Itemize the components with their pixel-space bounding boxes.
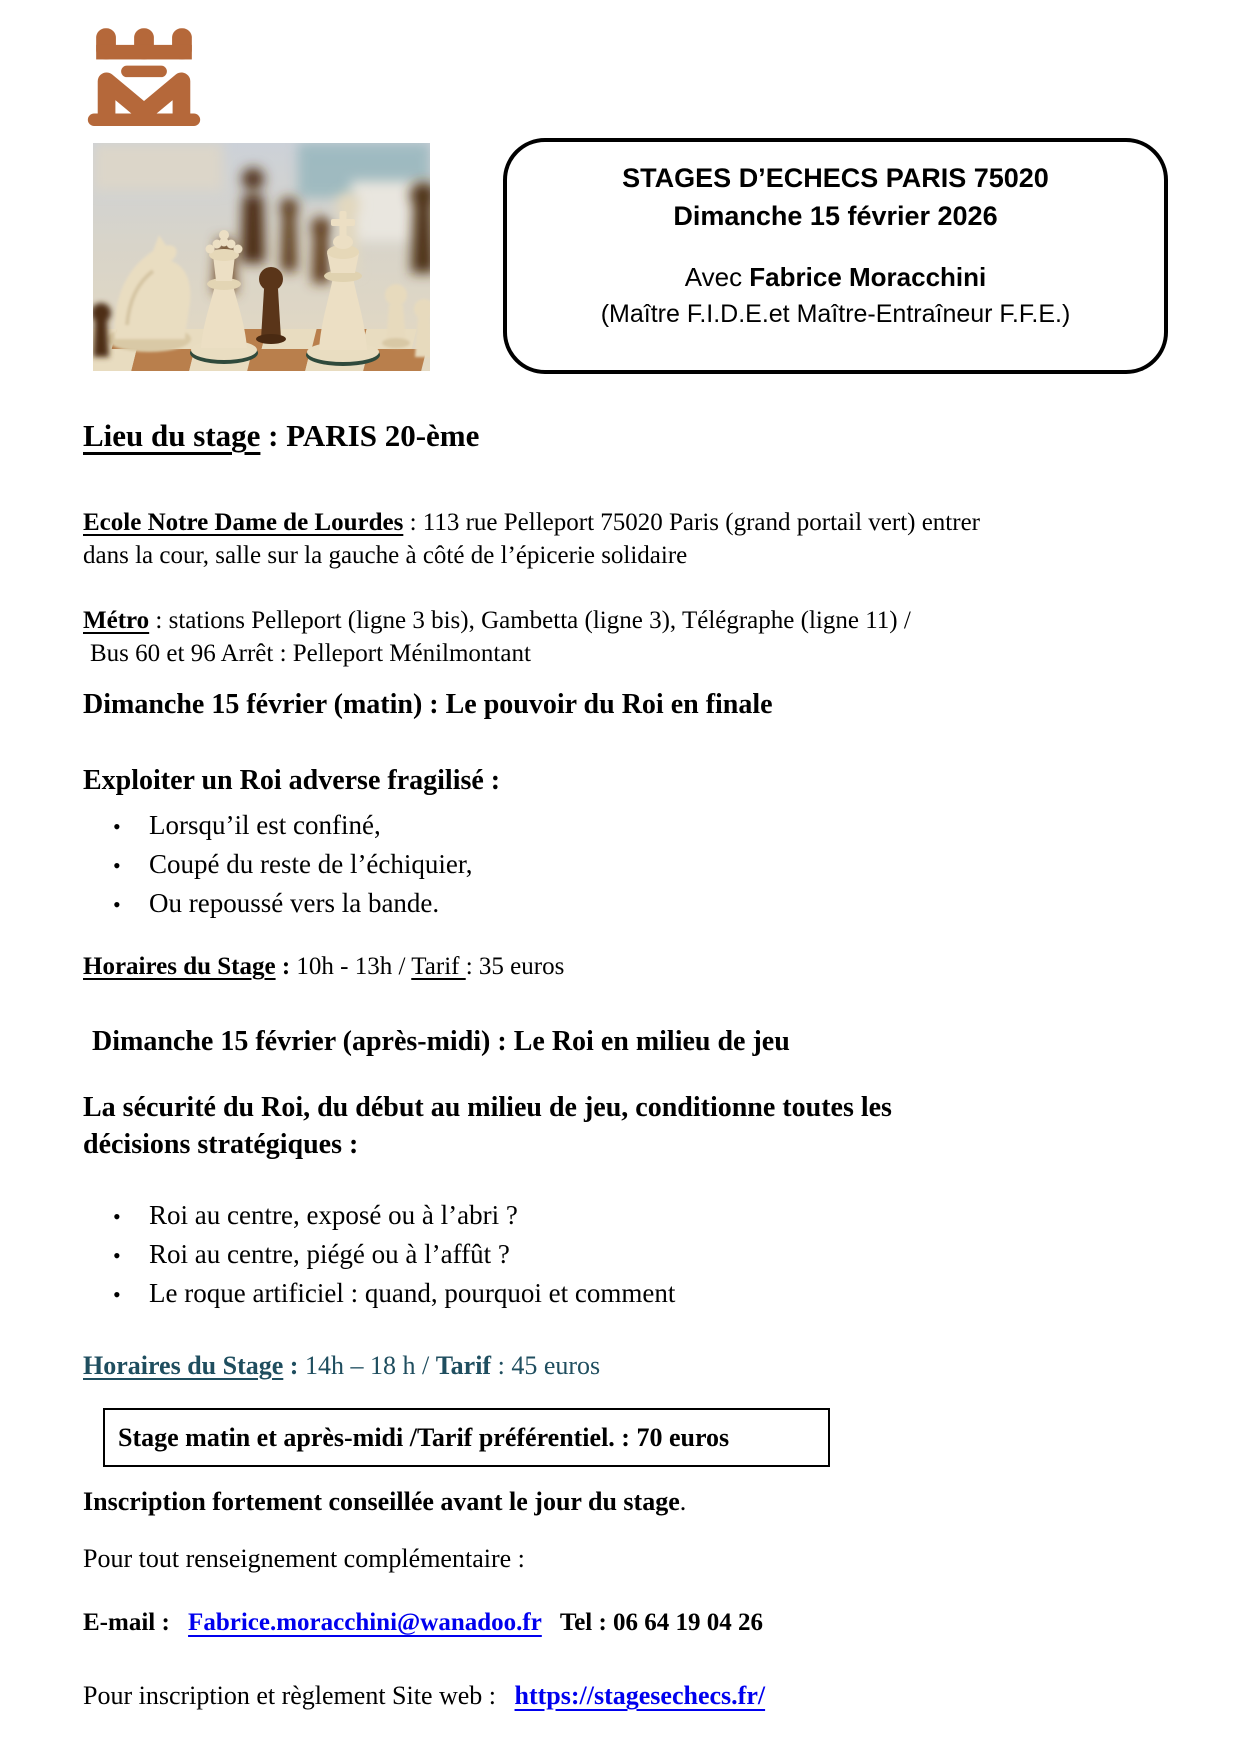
club-logo-icon [85, 22, 203, 126]
afternoon-hours-label: Horaires du Stage [83, 1351, 284, 1380]
list-item: • Le roque artificiel : quand, pourquoi et comment [113, 1274, 1013, 1313]
morning-hours-sep: : [275, 953, 297, 980]
email-label: E-mail : [83, 1609, 177, 1636]
morning-hours-line [83, 953, 564, 981]
flyer-date: Dimanche 15 février 2026 [673, 201, 998, 231]
school-address-line2: dans la cour, salle sur la gauche à côté de l’épicerie solidaire [83, 542, 688, 569]
coach-name: Fabrice Moracchini [749, 262, 987, 292]
info-line: Pour tout renseignement complémentaire : [83, 1544, 525, 1573]
website-link[interactable]: https://stagesechecs.fr/ [514, 1681, 766, 1710]
inscription-note [83, 1487, 686, 1517]
metro-label: Métro [83, 607, 150, 634]
list-item: • Coupé du reste de l’échiquier, [113, 845, 1013, 884]
list-item: • Lorsqu’il est confiné, [113, 806, 1013, 845]
school-name: Ecole Notre Dame de Lourdes [83, 509, 404, 536]
afternoon-subheading-line2: décisions stratégiques : [83, 1129, 359, 1160]
location-heading-label: Lieu du stage [83, 418, 261, 453]
bus-info: Bus 60 et 96 Arrêt : Pelleport Ménilmontant [90, 640, 531, 667]
chess-photo [93, 143, 430, 371]
inscription-note-period: . [679, 1487, 687, 1516]
email-link[interactable]: Fabrice.moracchini@wanadoo.fr [188, 1609, 542, 1636]
coach-line [507, 259, 1164, 296]
afternoon-hours-line [83, 1351, 600, 1381]
location-heading [83, 418, 479, 454]
list-item: • Roi au centre, exposé ou à l’abri ? [113, 1196, 1013, 1235]
morning-tarif-label: Tarif [411, 953, 466, 980]
inscription-note-bold: Inscription fortement conseillée avant le jour du stage [83, 1487, 680, 1516]
morning-session-heading: Dimanche 15 février (matin) : Le pouvoir du Roi en finale [83, 689, 773, 720]
school-address [83, 506, 1043, 572]
afternoon-hours-sep: : [283, 1351, 305, 1380]
afternoon-hours-value: 14h – 18 h / [304, 1351, 436, 1380]
coach-credentials: (Maître F.I.D.E.et Maître-Entraîneur F.F.E.) [600, 300, 1071, 328]
morning-hours-value: 10h - 13h / [296, 953, 412, 980]
combo-price-text: Stage matin et après-midi /Tarif préférentiel. : 70 euros [118, 1422, 730, 1452]
morning-hours-label: Horaires du Stage [83, 953, 276, 980]
morning-bullet-list [113, 806, 1013, 923]
metro-stations: : stations Pelleport (ligne 3 bis), Gambetta (ligne 3), Télégraphe (ligne 11) / [149, 607, 911, 634]
metro-info [83, 604, 1043, 670]
morning-subheading: Exploiter un Roi adverse fragilisé : [83, 765, 501, 796]
afternoon-subheading-line1: La sécurité du Roi, du début au milieu de jeu, conditionne toutes les [83, 1092, 892, 1123]
list-item: • Ou repoussé vers la bande. [113, 884, 1013, 923]
phone-number: Tel : 06 64 19 04 26 [559, 1609, 764, 1636]
school-address-line1: : 113 rue Pelleport 75020 Paris (grand portail vert) entrer [403, 509, 980, 536]
with-label: Avec [684, 262, 750, 292]
afternoon-bullet-list [113, 1196, 1013, 1313]
combo-price-box [103, 1408, 830, 1467]
website-line [83, 1681, 765, 1711]
website-label: Pour inscription et règlement Site web : [83, 1681, 503, 1710]
afternoon-tarif-label: Tarif [435, 1351, 492, 1380]
crown-m-logo-icon [85, 22, 203, 126]
title-box [503, 138, 1168, 374]
location-heading-sep: : [260, 418, 287, 453]
location-heading-value: PARIS 20-ème [286, 418, 480, 453]
morning-tarif-value: : 35 euros [465, 953, 565, 980]
afternoon-subheading [83, 1089, 1083, 1163]
afternoon-tarif-value: : 45 euros [491, 1351, 601, 1380]
flyer-title: STAGES D’ECHECS PARIS 75020 [622, 163, 1049, 193]
afternoon-session-heading: Dimanche 15 février (après-midi) : Le Roi en milieu de jeu [92, 1026, 790, 1057]
list-item: • Roi au centre, piégé ou à l’affût ? [113, 1235, 1013, 1274]
contact-line [83, 1609, 763, 1637]
